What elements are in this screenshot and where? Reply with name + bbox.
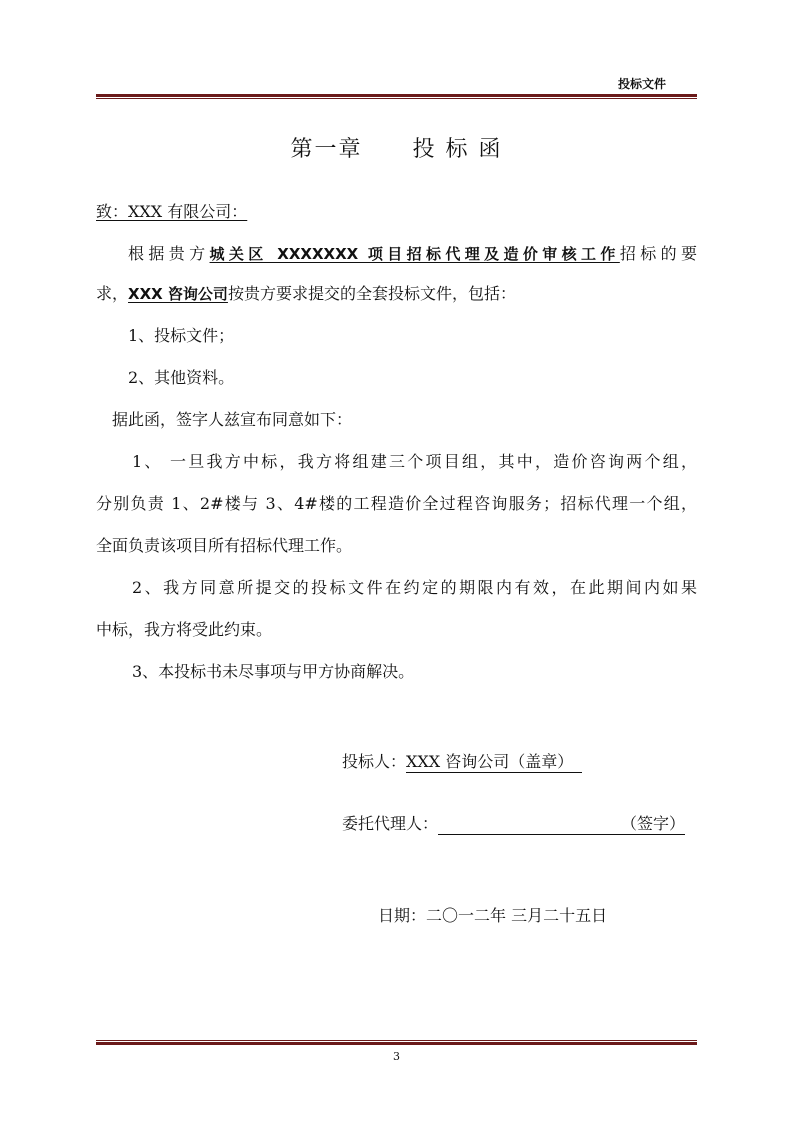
addressee: 致：XXX 有限公司： [96,202,248,221]
agent-signature: 委托代理人： （签字） [342,814,686,833]
date: 日期：二〇一二年 三月二十五日 [378,906,608,925]
point-1-line-3: 全面负责该项目所有招标代理工作。 [96,536,353,555]
company-name: XXX 咨询公司 [128,285,228,303]
agent-signature-line: （签字） [438,814,685,835]
list-item: 2、其他资料。 [128,368,235,387]
intro-line-1: 根据贵方城关区 XXXXXXX 项目招标代理及造价审核工作招标的要 [128,244,697,263]
point-1-line-1: 1、 一旦我方中标，我方将组建三个项目组，其中，造价咨询两个组， [132,452,697,471]
point-2-line-2: 中标，我方将受此约束。 [96,620,273,639]
page-title [0,132,793,163]
page-number: 3 [393,1050,400,1063]
bidder-value: XXX 咨询公司（盖章） [406,752,582,773]
point-2-line-1: 2、我方同意所提交的投标文件在约定的期限内有效，在此期间内如果 [132,578,697,597]
letter-title: 投 标 函 [412,137,503,162]
point-3: 3、本投标书未尽事项与甲方协商解决。 [132,662,415,681]
declaration: 据此函，签字人兹宣布同意如下： [112,410,353,429]
bidder-signature: 投标人：XXX 咨询公司（盖章） [342,752,642,773]
footer-rule [96,1040,697,1045]
list-item: 1、投标文件； [128,326,235,345]
header-label: 投标文件 [617,77,666,91]
point-1-line-2: 分别负责 1、2#楼与 3、4#楼的工程造价全过程咨询服务；招标代理一个组， [96,494,697,513]
intro-line-2: 求，XXX 咨询公司按贵方要求提交的全套投标文件，包括： [96,284,516,303]
project-name: 城关区 XXXXXXX 项目招标代理及造价审核工作 [209,245,620,263]
chapter-label: 第一章 [290,137,363,162]
header-rule [96,94,697,99]
